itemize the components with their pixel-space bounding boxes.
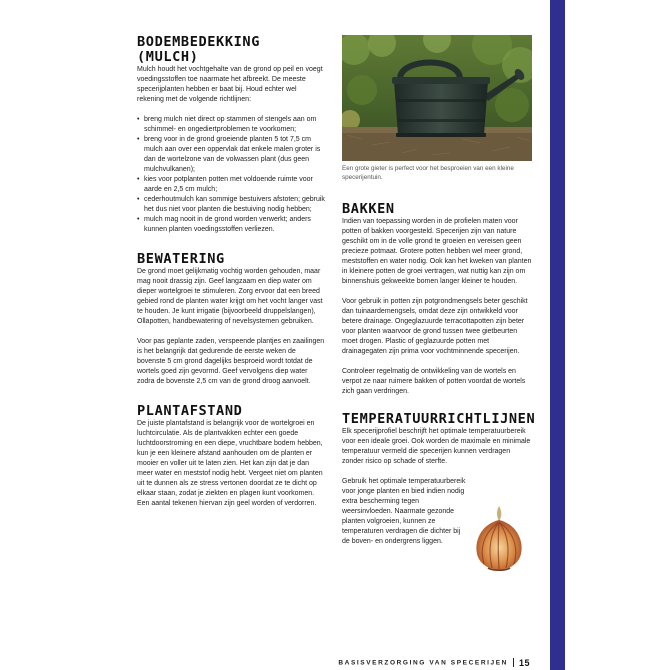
list-item: • cederhoutmulch kan sommige bestuivers afstoten; gebruik het dus niet voor planten die bestuiving nodig hebben; xyxy=(137,195,325,215)
bakken-paragraph-3: Controleer regelmatig de ontwikkeling van de wortels en verpot ze naar ruimere bakken of potten voordat de wortels zich gaan verdringen. xyxy=(342,368,526,395)
running-footer-title: BASISVERZORGING VAN SPECERIJEN xyxy=(338,659,508,667)
section-mulch xyxy=(137,35,325,235)
photo-caption: Een grote gieter is perfect voor het besproeien van een kleine specerijentuin. xyxy=(342,165,514,181)
heading-plantafstand: PLANTAFSTAND xyxy=(137,403,243,419)
accent-side-band xyxy=(550,0,565,670)
plantafstand-paragraph: De juiste plantafstand is belangrijk voor de wortelgroei en luchtcirculatie. Als de plantvakken echter een goede luchtdoorstroming en een diepe, vruchtbare bodem hebben, kun je een kleinere afstand aanhouden om de planten er mooier en voller uit te laten zien. Het kan zijn dat je dan meer water en meststof nodig hebt. Vergeet niet om planten uit te dunnen als ze stress vertonen doordat ze te dicht op elkaar staan, zodat je ziekten en plagen kunt voorkomen. Een aantal tekenen hiervan zijn geel worden of verdorren. xyxy=(137,420,323,507)
temperatuur-paragraph-2: Gebruik het optimale temperatuurbereik voor jonge planten en bied indien nodig extra bescherming tegen weersinvloeden. Naarmate gezonde planten volgroeien, kunnen ze temperaturen verdragen die dichter bij de boven- en ondergrens liggen. xyxy=(342,478,466,545)
page-footer xyxy=(0,654,550,666)
section-plantafstand xyxy=(137,404,325,509)
section-bakken xyxy=(342,202,532,397)
bewatering-paragraph-2: Voor pas geplante zaden, verspeende plantjes en zaailingen is het belangrijk dat gedurende de eerste weken de bovenste 5 cm grond dagelijks besproeid wordt totdat de wortels goed zijn gevormd. Geef vervolgens diep water zodra de bovenste 2,5 cm van de grond droog aanvoelt. xyxy=(137,338,325,385)
list-item: • breng voor in de grond groeiende planten 5 tot 7,5 cm mulch aan over een oppervlak dat enkele malen groter is dan de wortelzone van de volwassen plant (dus geen mulchvulkanen); xyxy=(137,135,325,175)
left-column xyxy=(137,35,325,509)
list-item: • mulch mag nooit in de grond worden verwerkt; anders kunnen planten voedingsstoffen verliezen. xyxy=(137,215,325,235)
heading-mulch: BODEMBEDEKKING (MULCH) xyxy=(137,34,260,65)
mulch-intro: Mulch houdt het vochtgehalte van de grond op peil en voegt voedingsstoffen toe naarmate het afbreekt. De meeste specerijplanten hebben er baat bij. Houd echter wel rekening met de volgende richtlijnen: xyxy=(137,66,323,103)
heading-bakken: BAKKEN xyxy=(342,201,395,217)
bulb-icon xyxy=(468,504,530,572)
page-number: 15 xyxy=(518,657,530,668)
bakken-paragraph-1: Indien van toepassing worden in de profielen maten voor potten of bakken voorgesteld. Specerijen zijn van nature geschikt om in de volle grond te groeien en vereisen geen precieze potmaat. Grotere potten hebben wel meer grond, meststoffen en water nodig. Ook kan het kweken van planten in kleinere potten de groei vertragen, wat nuttig kan zijn om binnenshuis gekweekte bomen langer kleiner te houden. xyxy=(342,218,532,285)
section-bewatering xyxy=(137,252,325,387)
list-item: • kies voor potplanten potten met voldoende ruimte voor aarde en 2,5 cm mulch; xyxy=(137,175,325,195)
photo-figure xyxy=(342,35,532,182)
section-temperatuur xyxy=(342,411,536,547)
watering-can-photo xyxy=(342,35,532,161)
footer-divider xyxy=(513,658,514,667)
temperatuur-paragraph-1: Elk specerijprofiel beschrijft het optimale temperatuurbereik voor een ideale groei. Ook worden de maximale en minimale temperatuur vermeld die specerijen kunnen verdragen zonder risico op schade of sterfte. xyxy=(342,428,531,465)
heading-temperatuur: TEMPERATUURRICHTLIJNEN xyxy=(342,411,536,427)
heading-bewatering: BEWATERING xyxy=(137,251,225,267)
mulch-guidelines xyxy=(137,115,325,235)
bewatering-paragraph-1: De grond moet gelijkmatig vochtig worden gehouden, maar mag nooit drassig zijn. Geef langzaam en diep water om dieper wortelgroei te stimuleren. Zorg ervoor dat een breed gebied rond de planten water krijgt om het vocht langer vast te houden. Je kunt irrigatie (bijvoorbeeld druppelslangen), Ollapotten, handbewatering of nevelsystemen gebruiken. xyxy=(137,268,323,325)
bakken-paragraph-2: Voor gebruik in potten zijn potgrondmengsels beter geschikt dan tuinaardemengsels, omdat deze zijn ontwikkeld voor betere drainage. Ongeglazuurde terracottapotten zijn beter voor planten waarvoor de grond tussen twee gietbeurten moet drogen. Plastic of geglazuurde potten met drainagegaten zijn prima voor vochtminnende specerijen. xyxy=(342,298,528,355)
list-item: • breng mulch niet direct op stammen of stengels aan om schimmel- en ongediertproblemen te voorkomen; xyxy=(137,115,325,135)
watering-can-icon xyxy=(342,35,532,161)
right-column xyxy=(342,35,536,547)
